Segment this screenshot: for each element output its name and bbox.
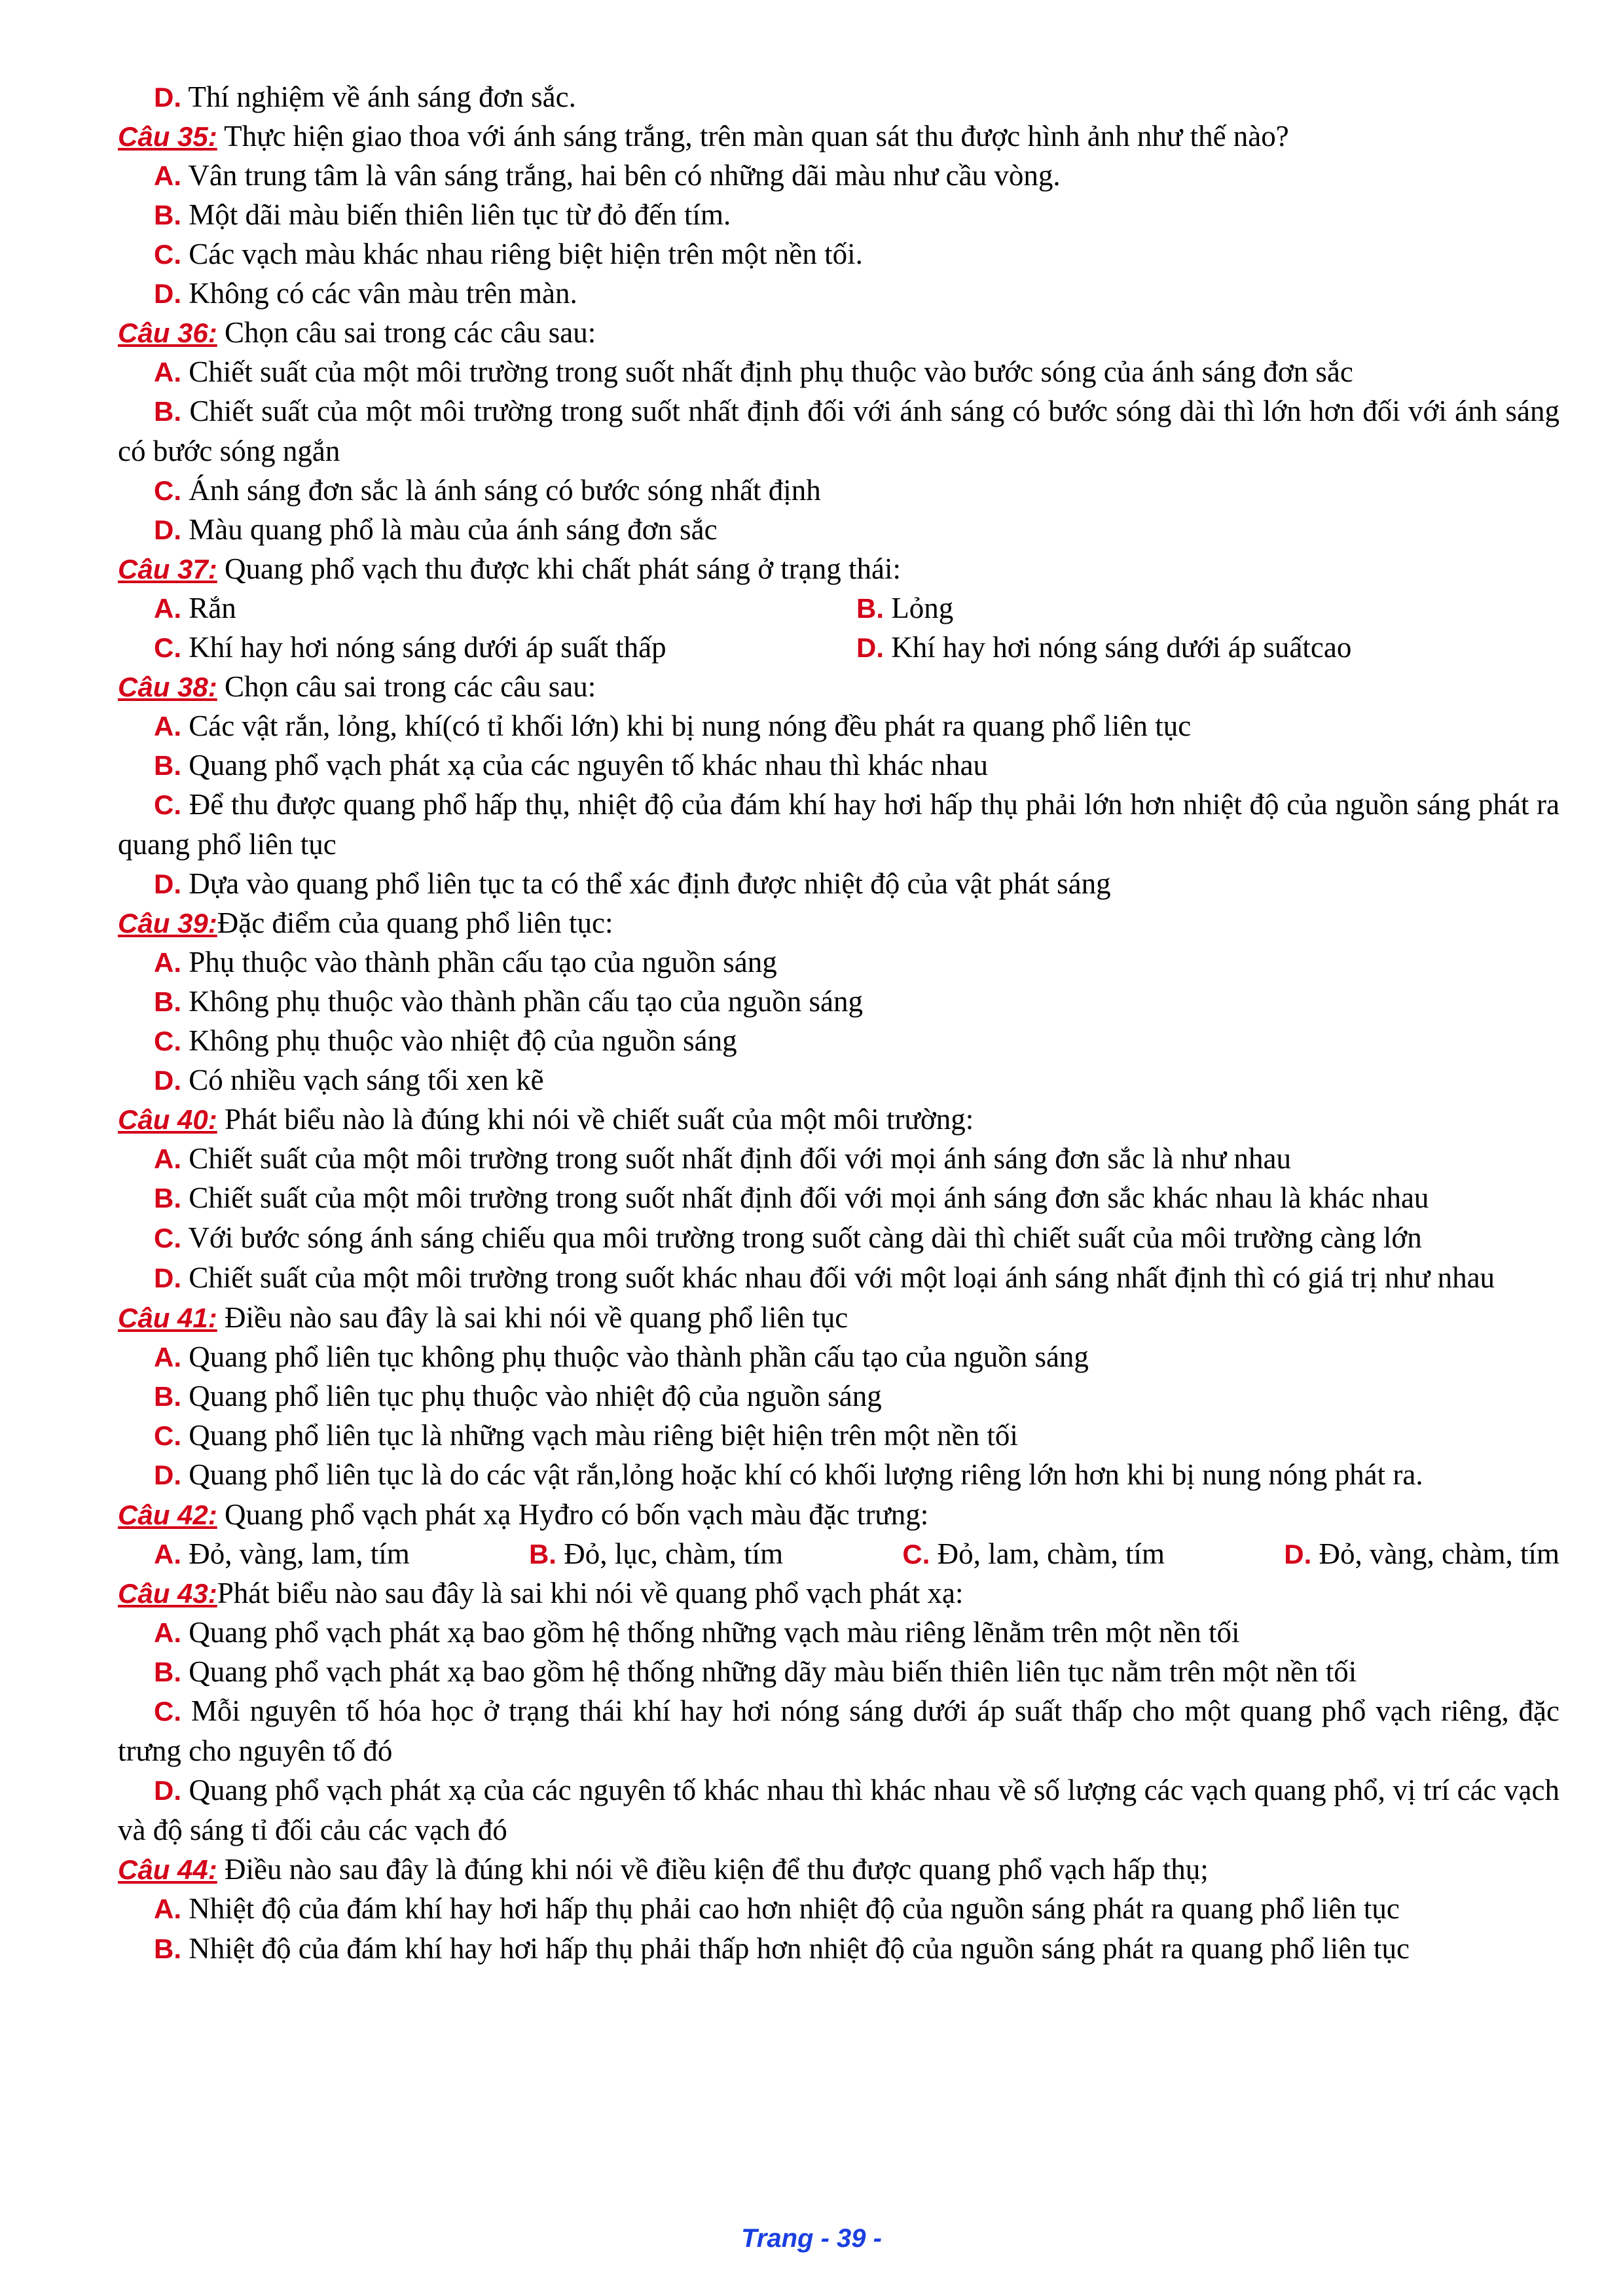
option-row	[118, 471, 1559, 510]
option-row	[118, 1337, 1559, 1376]
option-text: Khí hay hơi nóng sáng dưới áp suấtcao	[884, 631, 1352, 664]
question-number: Câu 43:	[118, 1578, 217, 1609]
question-list	[118, 77, 1559, 1969]
option-row	[118, 234, 1559, 274]
option-text: Chiết suất của một môi trường trong suốt nhất định đối với ánh sáng có bước sóng dài thì lớn hơn đối với ánh sáng có bước sóng ngắn	[118, 395, 1559, 467]
option-label: C.	[154, 632, 181, 663]
option-cell	[154, 588, 856, 628]
option-row	[118, 156, 1559, 195]
question-text: Điều nào sau đây là đúng khi nói về điều kiện để thu được quang phổ vạch hấp thụ;	[217, 1853, 1209, 1886]
option-row	[118, 1770, 1559, 1850]
option-text: Chiết suất của một môi trường trong suốt nhất định đối với mọi ánh sáng đơn sắc khác nhau là khác nhau	[181, 1181, 1429, 1214]
option-text: Đỏ, vàng, chàm, tím	[1311, 1537, 1559, 1570]
option-label: A.	[154, 1342, 181, 1372]
option-text: Không có các vân màu trên màn.	[181, 277, 577, 310]
option-row	[118, 352, 1559, 391]
question-text: Phát biểu nào sau đây là sai khi nói về quang phổ vạch phát xạ:	[217, 1577, 964, 1609]
option-label: B.	[154, 1381, 181, 1412]
option-text: Quang phổ vạch phát xạ của các nguyên tố khác nhau thì khác nhau về số lượng các vạch quang phổ, vị trí các vạch và độ sáng tỉ đối cảu các vạch đó	[118, 1774, 1559, 1846]
option-label: D.	[154, 278, 181, 309]
question-stem	[118, 549, 1559, 588]
option-row	[118, 942, 1559, 982]
option-row	[118, 1652, 1559, 1691]
option-label: D.	[856, 632, 884, 663]
option-label: C.	[154, 1026, 181, 1056]
option-label: A.	[154, 357, 181, 387]
question-number: Câu 38:	[118, 672, 217, 702]
option-label: B.	[528, 1539, 556, 1570]
option-text: Quang phổ liên tục không phụ thuộc vào thành phần cấu tạo của nguồn sáng	[181, 1340, 1089, 1373]
option-label: A.	[154, 1617, 181, 1648]
option-label: D.	[154, 1775, 181, 1806]
option-text: Chiết suất của một môi trường trong suốt nhất định đối với mọi ánh sáng đơn sắc là như nhau	[181, 1142, 1291, 1175]
option-text: Chiết suất của một môi trường trong suốt nhất định phụ thuộc vào bước sóng của ánh sáng đơn sắc	[181, 355, 1353, 388]
option-text: Chiết suất của một môi trường trong suốt khác nhau đối với một loại ánh sáng nhất định thì có giá trị như nhau	[181, 1261, 1495, 1294]
option-label: A.	[154, 711, 181, 742]
question-text: Quang phổ vạch phát xạ Hyđro có bốn vạch màu đặc trưng:	[217, 1498, 929, 1531]
option-row	[118, 1613, 1559, 1652]
question-stem	[118, 117, 1559, 156]
option-text: Quang phổ vạch phát xạ của các nguyên tố khác nhau thì khác nhau	[181, 749, 989, 781]
option-text: Quang phổ vạch phát xạ bao gồm hệ thống những vạch màu riêng lẽnằm trên một nền tối	[181, 1616, 1240, 1649]
option-label: B.	[154, 1183, 181, 1213]
option-text: Nhiệt độ của đám khí hay hơi hấp thụ phải thấp hơn nhiệt độ của nguồn sáng phát ra quang phổ liên tục	[181, 1932, 1410, 1965]
option-cell	[1284, 1534, 1559, 1573]
option-cell	[529, 1534, 783, 1573]
option-label: B.	[154, 986, 181, 1017]
option-text: Lỏng	[884, 592, 954, 624]
option-row	[118, 1691, 1559, 1770]
option-cell	[856, 628, 1351, 667]
question-number: Câu 39:	[118, 908, 217, 939]
question-text: Phát biểu nào là đúng khi nói về chiết suất của một môi trường:	[217, 1103, 974, 1136]
question-stem	[118, 1298, 1559, 1337]
option-text: Màu quang phổ là màu của ánh sáng đơn sắc	[181, 513, 718, 546]
option-label: C.	[154, 1696, 181, 1727]
option-text: Dựa vào quang phổ liên tục ta có thể xác định được nhiệt độ của vật phát sáng	[181, 867, 1111, 900]
question-text: Chọn câu sai trong các câu sau:	[217, 316, 596, 349]
option-row	[118, 1376, 1559, 1416]
option-label: A.	[154, 1143, 181, 1174]
option-row	[118, 195, 1559, 234]
option-label: C.	[154, 1420, 181, 1451]
option-row	[118, 1178, 1559, 1218]
option-label: D.	[154, 1263, 181, 1293]
question-number: Câu 41:	[118, 1302, 217, 1333]
option-text: Với bước sóng ánh sáng chiếu qua môi trường trong suốt càng dài thì chiết suất của môi trường càng lớn	[181, 1221, 1422, 1254]
option-row	[118, 1929, 1559, 1969]
option-text: Quang phổ liên tục là do các vật rắn,lỏng hoặc khí có khối lượng riêng lớn hơn khi bị nung nóng phát ra.	[181, 1458, 1423, 1491]
option-pair-row	[118, 588, 1559, 628]
question-stem	[118, 1573, 1559, 1613]
option-text: Thí nghiệm về ánh sáng đơn sắc.	[181, 81, 576, 113]
option-text: Các vạch màu khác nhau riêng biệt hiện trên một nền tối.	[181, 238, 863, 270]
option-text: Mỗi nguyên tố hóa học ở trạng thái khí hay hơi nóng sáng dưới áp suất thấp cho một quang phổ vạch riêng, đặc trưng cho nguyên tố đó	[118, 1695, 1559, 1767]
option-text: Phụ thuộc vào thành phần cấu tạo của nguồn sáng	[181, 946, 777, 978]
option-row	[118, 274, 1559, 313]
question-stem	[118, 1495, 1559, 1534]
question-number: Câu 37:	[118, 554, 217, 584]
option-label: C.	[154, 789, 181, 820]
option-quad-row	[118, 1534, 1559, 1573]
option-text: Đỏ, vàng, lam, tím	[181, 1537, 410, 1570]
option-text: Các vật rắn, lỏng, khí(có tỉ khối lớn) khi bị nung nóng đều phát ra quang phổ liên tục	[181, 709, 1192, 742]
option-row	[118, 1455, 1559, 1495]
option-row	[118, 1416, 1559, 1455]
option-text: Rắn	[181, 592, 236, 624]
option-row	[118, 785, 1559, 864]
option-cell	[856, 588, 953, 628]
question-stem	[118, 1850, 1559, 1889]
question-text: Điều nào sau đây là sai khi nói về quang phổ liên tục	[217, 1301, 848, 1334]
option-text: Có nhiều vạch sáng tối xen kẽ	[181, 1064, 544, 1096]
option-row	[118, 1060, 1559, 1100]
option-text: Quang phổ vạch phát xạ bao gồm hệ thống những dãy màu biến thiên liên tục nằm trên một nền tối	[181, 1655, 1357, 1688]
page-number-footer: Trang - 39 -	[741, 2224, 882, 2253]
option-row	[118, 510, 1559, 549]
option-text: Ánh sáng đơn sắc là ánh sáng có bước sóng nhất định	[181, 474, 821, 507]
question-stem	[118, 1100, 1559, 1139]
option-label: D.	[154, 1460, 181, 1490]
option-row	[118, 1889, 1559, 1929]
question-number: Câu 42:	[118, 1499, 217, 1530]
option-label: D.	[154, 869, 181, 899]
option-row	[118, 745, 1559, 785]
option-text: Khí hay hơi nóng sáng dưới áp suất thấp	[181, 631, 666, 664]
option-label: B.	[154, 396, 181, 427]
option-text: Đỏ, lam, chàm, tím	[930, 1537, 1165, 1570]
question-number: Câu 44:	[118, 1854, 217, 1885]
option-text: Vân trung tâm là vân sáng trắng, hai bên có những dãi màu như cầu vòng.	[181, 159, 1061, 192]
option-text: Không phụ thuộc vào nhiệt độ của nguồn sáng	[181, 1024, 737, 1057]
option-cell	[154, 628, 856, 667]
option-text: Không phụ thuộc vào thành phần cấu tạo của nguồn sáng	[181, 985, 863, 1018]
option-text: Quang phổ liên tục là những vạch màu riêng biệt hiện trên một nền tối	[181, 1419, 1018, 1452]
option-label: B.	[154, 1933, 181, 1964]
option-label: C.	[902, 1539, 930, 1570]
option-row	[118, 77, 1559, 117]
option-label: D.	[154, 514, 181, 545]
option-label: C.	[154, 239, 181, 270]
question-text: Chọn câu sai trong các câu sau:	[217, 670, 596, 703]
option-text: Đỏ, lục, chàm, tím	[556, 1537, 784, 1570]
question-number: Câu 36:	[118, 317, 217, 348]
option-row	[118, 706, 1559, 745]
option-cell	[154, 1534, 410, 1573]
option-text: Để thu được quang phổ hấp thụ, nhiệt độ của đám khí hay hơi hấp thụ phải lớn hơn nhiệt độ của nguồn sáng phát ra quang phổ liên tục	[118, 788, 1559, 861]
option-label: A.	[154, 593, 181, 624]
question-number: Câu 40:	[118, 1104, 217, 1135]
option-label: C.	[154, 1223, 181, 1253]
option-row	[118, 1139, 1559, 1178]
option-row	[118, 1218, 1559, 1258]
option-pair-row	[118, 628, 1559, 667]
option-label: D.	[154, 1065, 181, 1096]
option-row	[118, 864, 1559, 903]
question-text: Quang phổ vạch thu được khi chất phát sáng ở trạng thái:	[217, 552, 901, 585]
question-text: Thực hiện giao thoa với ánh sáng trắng, trên màn quan sát thu được hình ảnh như thế nào?	[217, 120, 1289, 152]
question-stem	[118, 903, 1559, 942]
option-label: B.	[154, 1657, 181, 1687]
option-label: B.	[154, 750, 181, 781]
option-row	[118, 1021, 1559, 1060]
option-label: D.	[1284, 1539, 1312, 1570]
question-text: Đặc điểm của quang phổ liên tục:	[217, 906, 613, 939]
question-stem	[118, 313, 1559, 352]
question-number: Câu 35:	[118, 121, 217, 152]
option-row	[118, 391, 1559, 471]
option-row	[118, 1258, 1559, 1298]
option-row	[118, 982, 1559, 1021]
option-label: A.	[154, 1893, 181, 1924]
option-label: A.	[154, 160, 181, 191]
option-cell	[902, 1534, 1165, 1573]
option-label: D.	[154, 82, 181, 113]
option-label: B.	[856, 593, 884, 624]
option-text: Quang phổ liên tục phụ thuộc vào nhiệt độ của nguồn sáng	[181, 1380, 882, 1412]
option-text: Nhiệt độ của đám khí hay hơi hấp thụ phải cao hơn nhiệt độ của nguồn sáng phát ra quang phổ liên tục	[181, 1892, 1400, 1925]
option-label: C.	[154, 475, 181, 506]
question-stem	[118, 667, 1559, 706]
option-label: B.	[154, 200, 181, 230]
option-label: A.	[154, 1539, 181, 1570]
option-label: A.	[154, 947, 181, 978]
option-text: Một dãi màu biến thiên liên tục từ đỏ đến tím.	[181, 198, 731, 231]
